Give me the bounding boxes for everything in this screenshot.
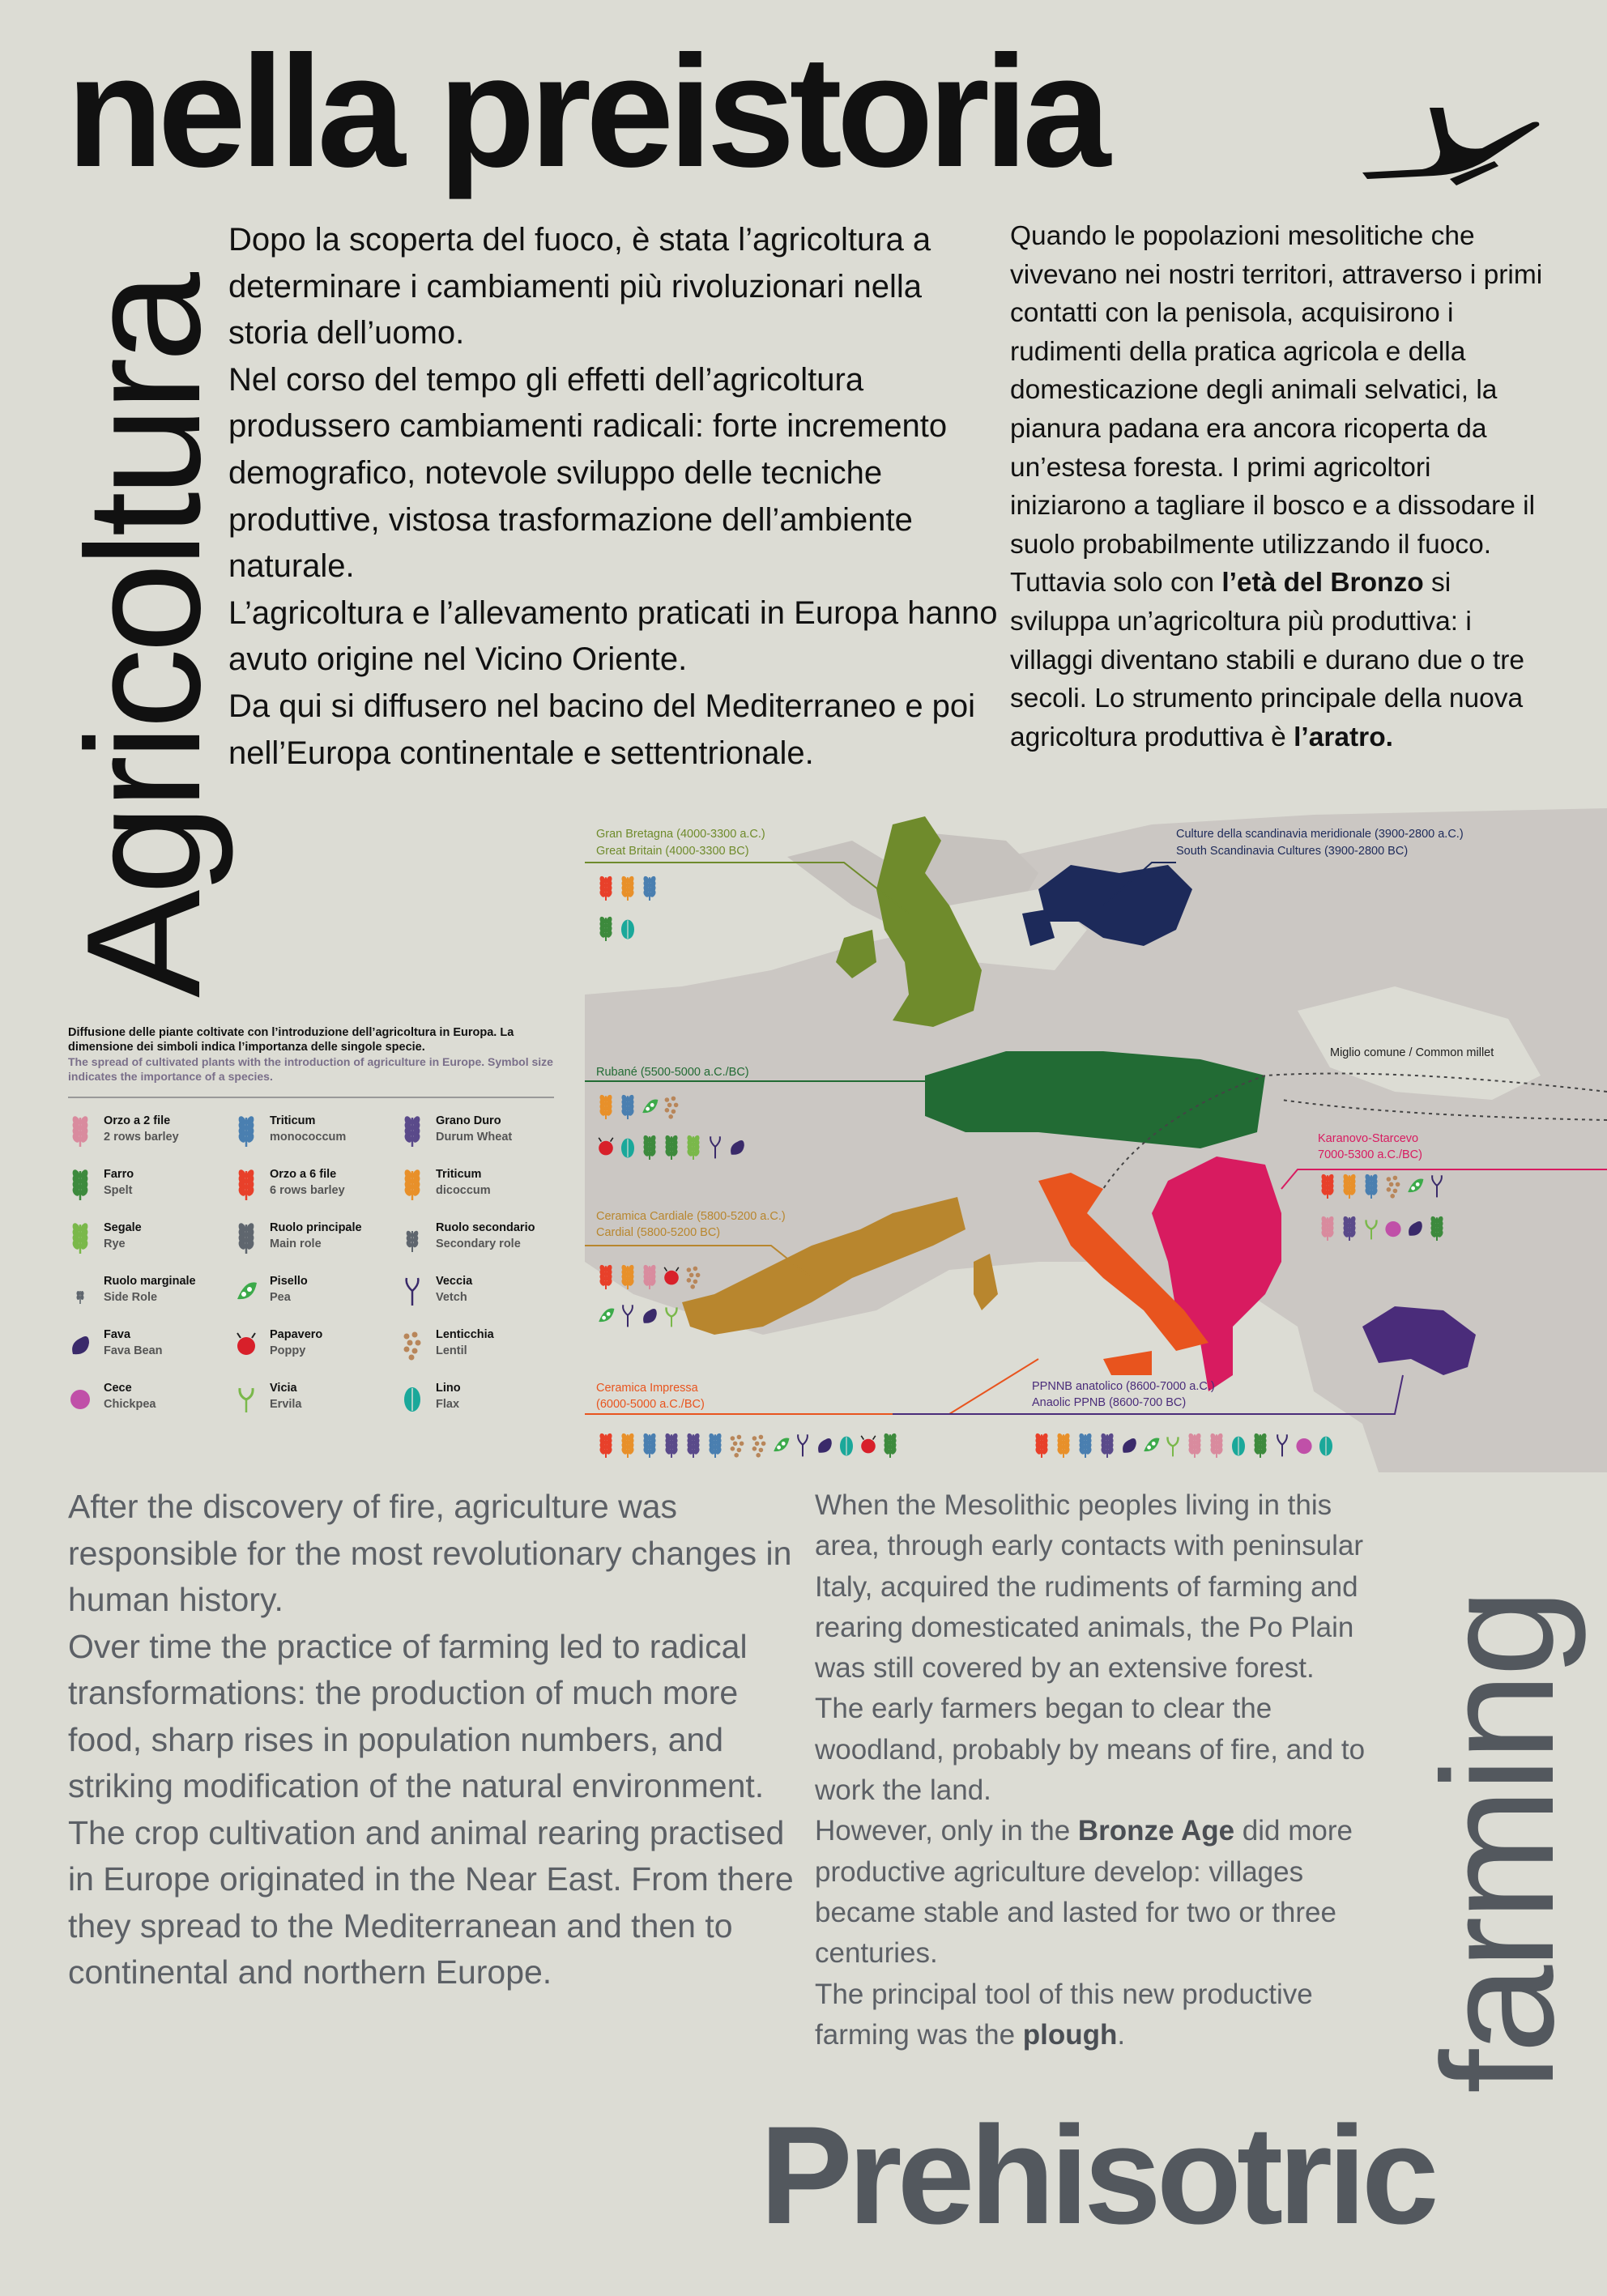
- pea-icon: [774, 1438, 789, 1452]
- chickpea-icon: [1385, 1221, 1400, 1237]
- legend-item-label-it: Orzo a 2 file: [104, 1114, 171, 1127]
- label-cardial-it: Ceramica Cardiale (5800-5200 a.C.): [596, 1210, 786, 1223]
- grain-icon: [642, 1433, 657, 1458]
- intro-it-left: [228, 217, 1006, 777]
- flax-icon: [1232, 1437, 1245, 1456]
- legend-item-text: [104, 1220, 142, 1252]
- lentil-icon: [731, 1435, 744, 1458]
- legend-item-text: [436, 1113, 512, 1145]
- plough-icon: [1353, 101, 1547, 190]
- legend-item-label-en: Flax: [436, 1398, 460, 1411]
- legend: [68, 1025, 554, 1416]
- legend-subtitle: The spread of cultivated plants with the introduction of agriculture in Europe. Symbol size indicates the importance of a species.: [68, 1055, 553, 1083]
- text-run: si sviluppa un’agricoltura più produttiva: i villaggi diventano stabili e durano due o tre secoli. Lo strumento principale della nuova agricoltura produttiva è: [1010, 568, 1525, 752]
- grain-icon: [68, 1166, 92, 1202]
- legend-item: [400, 1380, 554, 1416]
- vetch-icon: [400, 1273, 424, 1309]
- legend-item-text: [436, 1166, 491, 1199]
- grain-icon: [68, 1113, 92, 1148]
- intro-it-right: [1010, 217, 1545, 756]
- legend-item-label-it: Ruolo principale: [270, 1221, 362, 1234]
- grain-tiny-icon: [68, 1273, 92, 1309]
- vicia-icon: [234, 1380, 258, 1416]
- legend-item: [68, 1327, 234, 1362]
- label-cardial-en: Cardial (5800-5200 BC): [596, 1226, 721, 1239]
- intro-en-paragraph: [815, 1974, 1398, 2056]
- legend-item-text: [270, 1166, 345, 1199]
- legend-item-label-en: Fava Bean: [104, 1344, 163, 1357]
- legend-item-label-en: Side Role: [104, 1291, 158, 1304]
- legend-item-label-en: monococcum: [270, 1131, 347, 1144]
- label-scand-it: Culture della scandinavia meridionale (3900-2800 a.C.): [1176, 828, 1464, 841]
- text-run: The principal tool of this new productive farming was the: [815, 1978, 1313, 2051]
- pea-icon: [599, 1309, 614, 1323]
- text-run: did more productive agriculture develop: villages became stable and lasted for two or three centuries.: [815, 1815, 1353, 1970]
- legend-item: [400, 1273, 554, 1309]
- bean-icon: [68, 1327, 92, 1362]
- legend-item-label-en: Chickpea: [104, 1398, 156, 1411]
- legend-item: [234, 1220, 400, 1255]
- legend-item-text: [270, 1220, 362, 1252]
- legend-item-text: [104, 1327, 163, 1359]
- chickpea-icon: [68, 1380, 92, 1416]
- legend-item-label-it: Lenticchia: [436, 1328, 494, 1341]
- legend-item-label-en: 6 rows barley: [270, 1184, 345, 1197]
- label-scand-en: South Scandinavia Cultures (3900-2800 BC): [1176, 845, 1409, 858]
- label-gb-en: Great Britain (4000-3300 BC): [596, 845, 749, 858]
- page-title: nella preistoria: [66, 23, 1106, 200]
- legend-item-label-en: Poppy: [270, 1344, 306, 1357]
- legend-item: [234, 1166, 400, 1202]
- intro-it-paragraph: Dopo la scoperta del fuoco, è stata l’agricoltura a determinare i cambiamenti più rivoluzionari nella storia dell’uomo.: [228, 222, 931, 351]
- label-anatolia-it: PPNNB anatolico (8600-7000 a.C.): [1032, 1380, 1215, 1393]
- grain-icon: [234, 1220, 258, 1255]
- grain-icon: [234, 1113, 258, 1148]
- legend-item-label-en: Rye: [104, 1237, 126, 1250]
- legend-item-text: [104, 1380, 156, 1412]
- bean-icon: [818, 1438, 832, 1453]
- grain-icon: [400, 1113, 424, 1148]
- vetch-icon: [798, 1434, 808, 1456]
- legend-item: [68, 1273, 234, 1309]
- legend-item-text: [270, 1113, 346, 1145]
- grain-icon: [664, 1433, 679, 1458]
- grain-icon: [686, 1433, 701, 1458]
- label-millet: Miglio comune / Common millet: [1330, 1046, 1494, 1059]
- legend-item-text: [436, 1273, 472, 1306]
- intro-en-paragraph: The crop cultivation and animal rearing practised in Europe originated in the Near East. From there they spread to the Mediterranean and then to continental and northern Europe.: [68, 1813, 794, 1991]
- legend-item-label-en: Pea: [270, 1291, 291, 1304]
- grain-icon: [234, 1166, 258, 1202]
- legend-item: [400, 1113, 554, 1148]
- legend-item: [234, 1327, 400, 1362]
- legend-item-label-en: dicoccum: [436, 1184, 491, 1197]
- intro-en-right: [815, 1485, 1398, 2055]
- vertical-title: Agricoltura: [53, 277, 234, 998]
- intro-it-paragraph: [1010, 564, 1545, 756]
- label-karanovo-it: Karanovo-Starcevo: [1318, 1132, 1419, 1145]
- legend-item: [68, 1166, 234, 1202]
- intro-en-paragraph: Over time the practice of farming led to radical transformations: the production of much more food, sharp rises in population numbers, and striking modification of the natural environment.: [68, 1627, 765, 1804]
- legend-item-label-it: Triticum: [270, 1114, 316, 1127]
- grain-small-icon: [400, 1220, 424, 1255]
- legend-item-label-it: Pisello: [270, 1275, 308, 1288]
- legend-item-label-it: Grano Duro: [436, 1114, 501, 1127]
- text-run: Tuttavia solo con: [1010, 568, 1222, 598]
- legend-item-text: [104, 1273, 196, 1306]
- intro-it-paragraph: Quando le popolazioni mesolitiche che vivevano nei nostri territori, attraverso i primi contatti con la penisola, acquisirono i rudimenti della pratica agricola e della domesticazione degli animali selvatici, la pianura padana era ancora ricoperta da un’estesa foresta. I primi agricoltori iniziarono a tagliare il bosco e a dissodare il suolo probabilmente utilizzando il fuoco.: [1010, 221, 1543, 560]
- legend-item-text: [270, 1327, 322, 1359]
- legend-item-label-en: Lentil: [436, 1344, 467, 1357]
- grain-icon: [400, 1166, 424, 1202]
- intro-it-paragraph: L’agricoltura e l’allevamento praticati in Europa hanno avuto origine nel Vicino Oriente.: [228, 594, 998, 678]
- footer-title: Prehisotric: [760, 2098, 1434, 2253]
- intro-it-paragraph: Da qui si diffusero nel bacino del Mediterraneo e poi nell’Europa continentale e settentrionale.: [228, 688, 976, 771]
- text-run: .: [1117, 2018, 1126, 2051]
- legend-item-text: [270, 1273, 308, 1306]
- grain-icon: [599, 1264, 613, 1289]
- bronze-age-emphasis: l’età del Bronzo: [1221, 568, 1424, 598]
- legend-item: [68, 1113, 234, 1148]
- legend-item-label-it: Papavero: [270, 1328, 323, 1341]
- intro-en-paragraph: After the discovery of fire, agriculture was responsible for the most revolutionary changes in human history.: [68, 1488, 792, 1618]
- legend-item-label-en: Spelt: [104, 1184, 133, 1197]
- flax-icon: [621, 1139, 634, 1158]
- vetch-icon: [623, 1305, 633, 1327]
- legend-item-label-en: Vetch: [436, 1291, 467, 1304]
- label-impressa-it: Ceramica Impressa: [596, 1382, 698, 1395]
- plough-emphasis: plough: [1022, 2018, 1118, 2051]
- lentil-icon: [752, 1435, 766, 1458]
- legend-item-text: [104, 1113, 179, 1145]
- grain-icon: [708, 1433, 723, 1458]
- flax-icon: [1319, 1437, 1332, 1456]
- legend-item-label-it: Segale: [104, 1221, 142, 1234]
- legend-item-label-it: Ruolo marginale: [104, 1275, 196, 1288]
- flax-icon: [840, 1437, 853, 1456]
- legend-item-label-it: Farro: [104, 1168, 134, 1181]
- legend-item-text: [436, 1327, 494, 1359]
- label-gb-it: Gran Bretagna (4000-3300 a.C.): [596, 828, 765, 841]
- legend-grid: [68, 1113, 554, 1416]
- legend-item-label-it: Veccia: [436, 1275, 473, 1288]
- legend-item-text: [436, 1380, 461, 1412]
- legend-item-label-it: Lino: [436, 1382, 461, 1395]
- label-rubane: Rubané (5500-5000 a.C./BC): [596, 1066, 749, 1079]
- grain-icon: [68, 1220, 92, 1255]
- legend-title: Diffusione delle piante coltivate con l’introduzione dell’agricoltura in Europa. La dimensione dei simboli indica l’importanza delle singole specie.: [68, 1026, 514, 1054]
- legend-divider: [68, 1097, 554, 1098]
- legend-item: [68, 1380, 234, 1416]
- legend-item-label-it: Orzo a 6 file: [270, 1168, 337, 1181]
- label-impressa-en: (6000-5000 a.C./BC): [596, 1398, 705, 1411]
- legend-item-label-it: Ruolo secondario: [436, 1221, 535, 1234]
- grain-icon: [620, 1433, 635, 1458]
- lentil-icon: [400, 1327, 424, 1362]
- label-anatolia-en: Anaolic PPNB (8600-700 BC): [1032, 1396, 1187, 1409]
- legend-item: [400, 1166, 554, 1202]
- text-run: However, only in the: [815, 1815, 1078, 1847]
- legend-item-label-en: 2 rows barley: [104, 1131, 179, 1144]
- intro-en-paragraph: [815, 1811, 1398, 1974]
- legend-item: [400, 1220, 554, 1255]
- flax-icon: [400, 1380, 424, 1416]
- legend-item-label-en: Ervila: [270, 1398, 302, 1411]
- legend-item: [68, 1220, 234, 1255]
- intro-en-paragraph: The early farmers began to clear the woodland, probably by means of fire, and to work the land.: [815, 1693, 1366, 1807]
- legend-item-label-en: Secondary role: [436, 1237, 521, 1250]
- legend-item-text: [436, 1220, 535, 1252]
- legend-item-text: [104, 1166, 134, 1199]
- label-karanovo-en: 7000-5300 a.C./BC): [1318, 1148, 1422, 1161]
- poppy-icon: [234, 1327, 258, 1362]
- plough-emphasis: l’aratro.: [1294, 722, 1393, 752]
- legend-item-label-en: Main role: [270, 1237, 322, 1250]
- legend-item: [234, 1380, 400, 1416]
- bean-icon: [643, 1309, 657, 1323]
- pea-icon: [234, 1273, 258, 1309]
- legend-item-label-it: Cece: [104, 1382, 132, 1395]
- intro-it-paragraph: Nel corso del tempo gli effetti dell’agricoltura produssero cambiamenti radicali: forte incremento demografico, notevole sviluppo delle tecniche produttive, vistosa trasformazione dell’ambiente naturale.: [228, 361, 948, 585]
- legend-item: [400, 1327, 554, 1362]
- chickpea-icon: [1296, 1438, 1311, 1454]
- flax-icon: [621, 920, 634, 939]
- legend-item: [234, 1113, 400, 1148]
- legend-item-label-it: Vicia: [270, 1382, 297, 1395]
- legend-item: [234, 1273, 400, 1309]
- europe-map: [585, 808, 1607, 1472]
- legend-item-label-it: Fava: [104, 1328, 131, 1341]
- legend-item-label-it: Triticum: [436, 1168, 482, 1181]
- intro-en-paragraph: When the Mesolithic peoples living in this area, through early contacts with peninsular Italy, acquired the rudiments of farming and rearing domesticated animals, the Po Plain was still covered by an extensive forest.: [815, 1489, 1364, 1685]
- legend-item-label-en: Durum Wheat: [436, 1131, 513, 1144]
- legend-item-text: [270, 1380, 302, 1412]
- footer-vertical-title: farming: [1409, 1592, 1587, 2094]
- vicia-icon: [667, 1307, 677, 1327]
- grain-icon: [599, 1433, 613, 1458]
- intro-en-left: [68, 1484, 797, 1996]
- bronze-age-emphasis: Bronze Age: [1077, 1815, 1235, 1847]
